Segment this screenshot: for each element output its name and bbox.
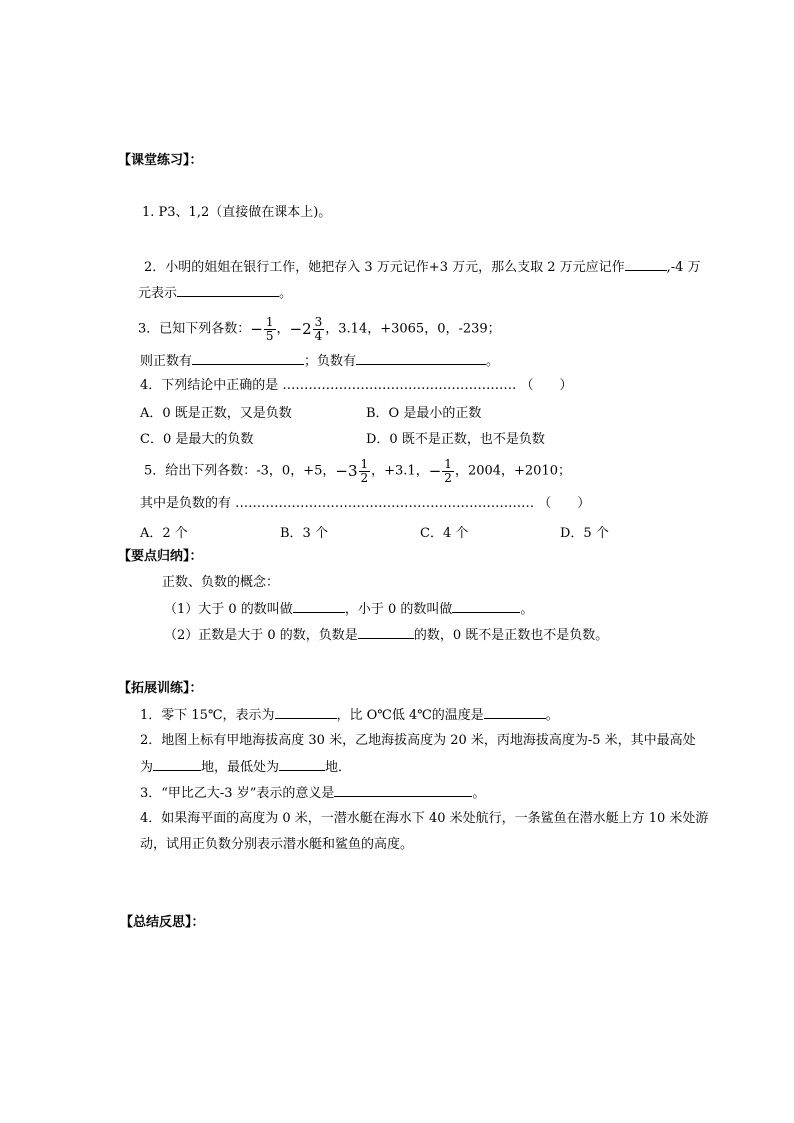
q2-text-b: ,-4 万	[666, 260, 701, 275]
q4-option-d: D．0 既不是正数，也不是负数	[366, 432, 545, 447]
q2-text-a: 2．小明的姐姐在银行工作，她把存入 3 万元记作+3 万元，那么支取 2 万元应记作	[144, 260, 625, 275]
section-header-summary: 【要点归纳】：	[118, 549, 203, 564]
extension-question-2-line-1: 2．地图上标有甲地海拔高度 30 米，乙地海拔高度为 20 米，丙地海拔高度为-5 米，其中最高处	[140, 733, 696, 748]
e1-blank-1	[275, 706, 337, 719]
q3-fraction-2-numerator: 3	[314, 314, 323, 329]
practice-question-2-line-2	[138, 284, 292, 303]
q5-option-d: D．5 个	[560, 526, 609, 541]
q3-fraction-1-numerator: 1	[265, 314, 274, 329]
summary-p2-blank	[358, 626, 414, 639]
q5-middle: ，+3.1，	[371, 463, 429, 479]
e3-text-b: 。	[472, 786, 486, 801]
q5-mixed-integer: −3	[335, 462, 358, 480]
practice-question-5-line-1	[144, 454, 571, 489]
practice-question-3-line-2	[140, 352, 499, 371]
q3-positive-blank	[192, 352, 304, 365]
extension-question-2-line-2	[140, 758, 351, 777]
q5-fraction-1-numerator: 1	[360, 456, 369, 471]
e1-text-b: ，比 O℃低 4℃的温度是	[336, 708, 484, 723]
e2-blank-1	[153, 758, 201, 771]
q3-mixed-integer: −2	[289, 320, 312, 338]
practice-question-5-line-2: 其中是负数的有 …………………………………………………………… （ ）	[140, 496, 591, 511]
q3-negative-blank	[356, 352, 486, 365]
section-header-practice: 【课堂练习】：	[118, 153, 203, 168]
q5-option-b: B．3 个	[280, 526, 328, 541]
e1-blank-2	[484, 706, 546, 719]
q4-option-b: B．O 是最小的正数	[366, 406, 482, 421]
e3-blank	[334, 784, 472, 797]
extension-question-4-line-2: 动，试用正负数分别表示潜水艇和鲨鱼的高度。	[140, 837, 414, 852]
extension-question-3	[140, 784, 485, 803]
extension-question-1	[140, 706, 559, 725]
practice-question-2-line-1	[144, 258, 701, 277]
e2-text-c: 地，最低处为	[201, 760, 280, 775]
summary-p1-blank-2	[452, 600, 520, 613]
q5-option-c: C．4 个	[420, 526, 469, 541]
extension-question-4-line-1: 4．如果海平面的高度为 0 米，一潜水艇在海水下 40 米处航行，一条鲨鱼在潜水艇上方 10 米处游	[140, 811, 709, 826]
q5-fraction-2-denominator: 2	[444, 470, 452, 485]
q5-minus-sign: −	[428, 462, 442, 480]
q3-end: 。	[486, 354, 500, 369]
q2-text-d: 。	[279, 286, 293, 301]
q4-option-c: C．0 是最大的负数	[140, 432, 254, 447]
q5-rest: ，2004，+2010；	[454, 463, 571, 479]
summary-point-2	[164, 626, 608, 645]
summary-concept: 正数、负数的概念：	[162, 575, 280, 590]
summary-p1-text-b: ，小于 0 的数叫做	[344, 602, 453, 617]
summary-p1-text-c: 。	[520, 602, 534, 617]
e2-text-b: 为	[140, 760, 154, 775]
e1-text-a: 1．零下 15℃，表示为	[140, 708, 275, 723]
q5-prefix: 5．给出下列各数：-3，0，+5，	[144, 463, 336, 479]
practice-question-1: 1. P3、1,2（直接做在课本上)。	[142, 205, 332, 220]
q3-minus-sign: −	[250, 320, 263, 338]
q5-fraction-1-denominator: 2	[360, 470, 369, 485]
section-header-reflection: 【总结反思】：	[120, 915, 205, 930]
q5-option-a: A．2 个	[140, 526, 188, 541]
q3-rest: ，3.14，+3065，0，-239；	[325, 321, 501, 337]
summary-p1-text-a: （1）大于 0 的数叫做	[164, 602, 293, 617]
e3-text-a: 3．“甲比乙大-3 岁”表示的意义是	[140, 786, 335, 801]
q3-negative-label: ；负数有	[304, 354, 357, 369]
practice-question-3-line-1	[138, 314, 501, 345]
q2-text-c: 元表示	[138, 286, 178, 301]
q5-fraction-2	[442, 458, 454, 485]
e2-text-d: 地．	[325, 760, 352, 775]
summary-p2-text-b: 的数，0 既不是正数也不是负数。	[413, 628, 609, 643]
q3-fraction-2	[313, 316, 325, 343]
e1-text-c: 。	[545, 708, 559, 723]
section-header-extension: 【拓展训练】：	[118, 681, 203, 696]
e2-blank-2	[279, 758, 325, 771]
q3-fraction-2-denominator: 4	[314, 328, 323, 343]
summary-p1-blank-1	[293, 600, 345, 613]
q5-fraction-1	[359, 458, 371, 485]
q3-prefix: 3．已知下列各数：	[138, 321, 251, 337]
summary-point-1	[164, 600, 533, 619]
q3-positive-label: 则正数有	[140, 354, 193, 369]
q4-option-a: A．0 既是正数，又是负数	[140, 406, 292, 421]
q3-fraction-1-denominator: 5	[265, 328, 274, 343]
practice-question-4-stem: 4．下列结论中正确的是 ……………………………………………… （ ）	[140, 378, 573, 393]
summary-p2-text-a: （2）正数是大于 0 的数，负数是	[164, 628, 358, 643]
q3-fraction-1	[264, 316, 276, 343]
q2-answer-blank-2	[177, 284, 279, 297]
q2-answer-blank-1	[625, 258, 667, 271]
q5-fraction-2-numerator: 1	[444, 456, 452, 471]
q3-separator: ，	[276, 321, 290, 337]
